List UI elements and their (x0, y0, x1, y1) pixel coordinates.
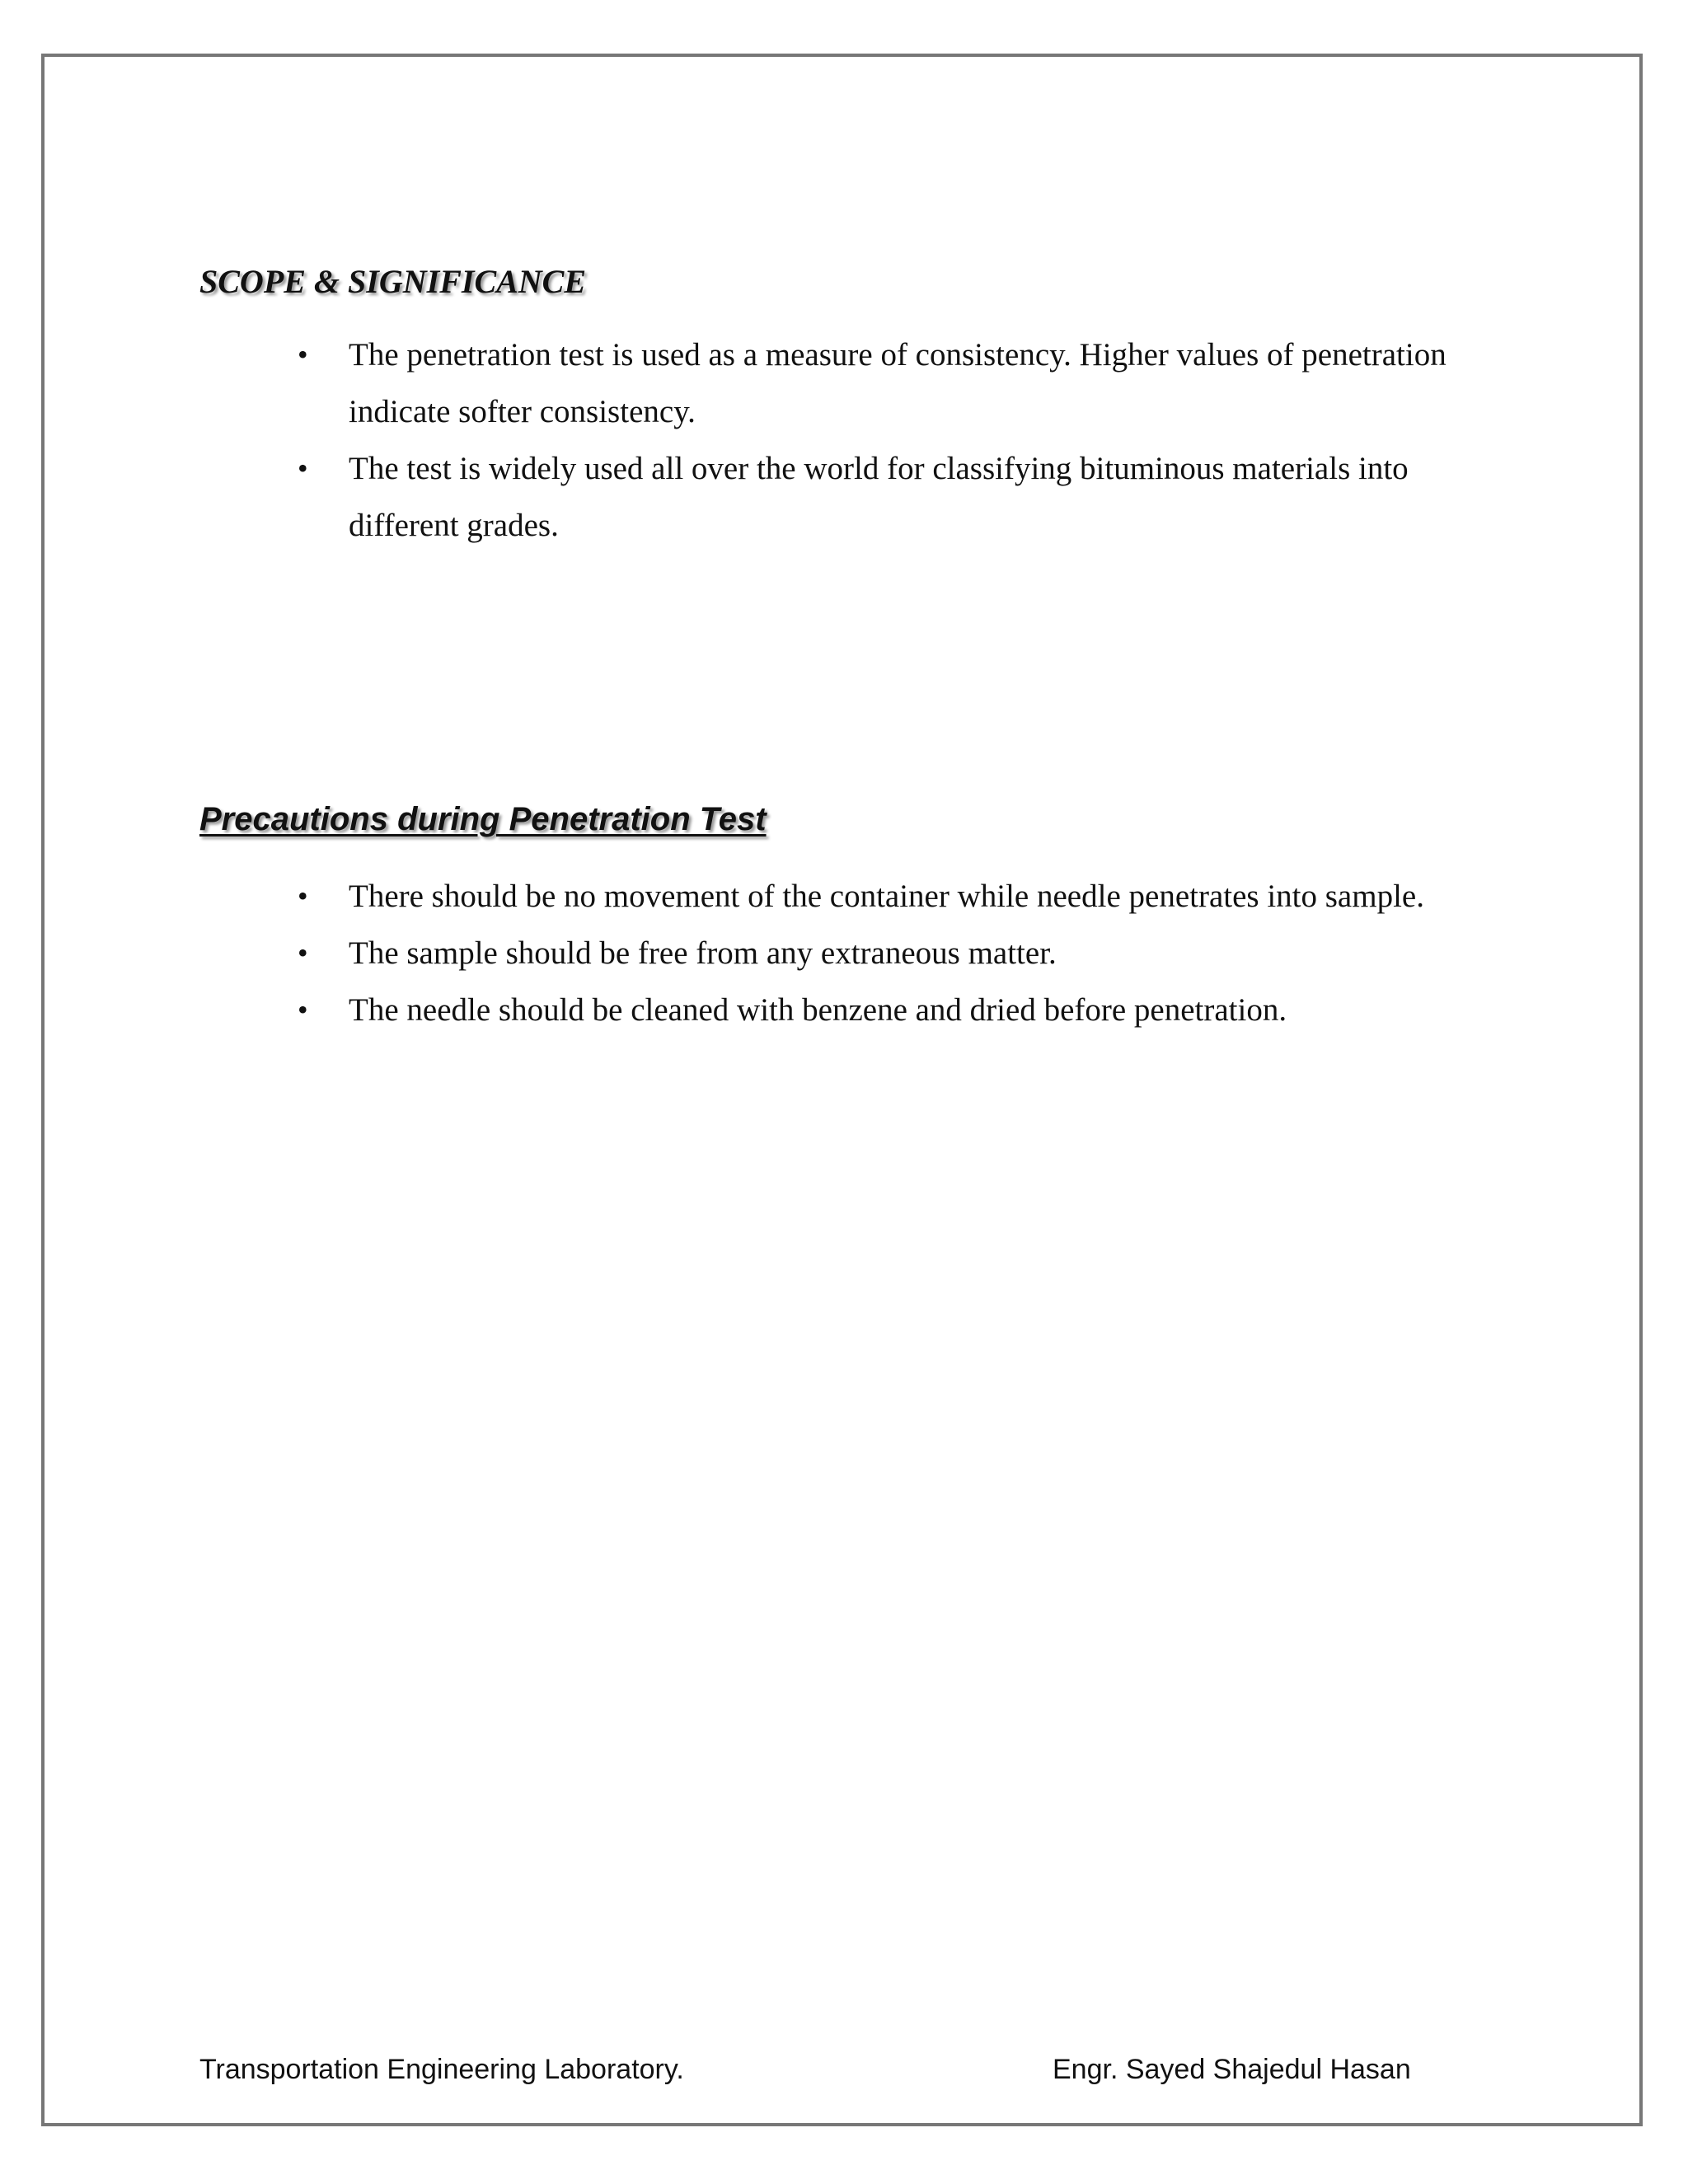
list-item-text: There should be no movement of the container while needle penetrates into sample. (349, 879, 1424, 914)
list-item-text: The penetration test is used as a measure of consistency. Higher values of penetration indicate softer consistency. (349, 337, 1447, 429)
list-item-text: The sample should be free from any extraneous matter. (349, 935, 1057, 971)
section-heading-scope: SCOPE & SIGNIFICANCE (199, 263, 587, 300)
list-item (293, 925, 1504, 982)
list-item-text: The needle should be cleaned with benzene and dried before penetration. (349, 992, 1287, 1028)
bullet-icon: • (298, 993, 308, 1026)
footer-lab-name: Transportation Engineering Laboratory. (199, 2054, 684, 2085)
precautions-bullet-list (293, 868, 1504, 1038)
section-heading-precautions: Precautions during Penetration Test (199, 801, 767, 837)
list-item (293, 440, 1504, 554)
list-item (293, 982, 1504, 1038)
bullet-icon: • (298, 879, 308, 912)
bullet-icon: • (298, 452, 308, 485)
footer-author: Engr. Sayed Shajedul Hasan (1053, 2054, 1411, 2085)
list-item (293, 326, 1504, 440)
list-item (293, 868, 1504, 925)
bullet-icon: • (298, 338, 308, 371)
scope-bullet-list (293, 326, 1504, 554)
bullet-icon: • (298, 936, 308, 969)
list-item-text: The test is widely used all over the world for classifying bituminous materials into different grades. (349, 451, 1409, 543)
